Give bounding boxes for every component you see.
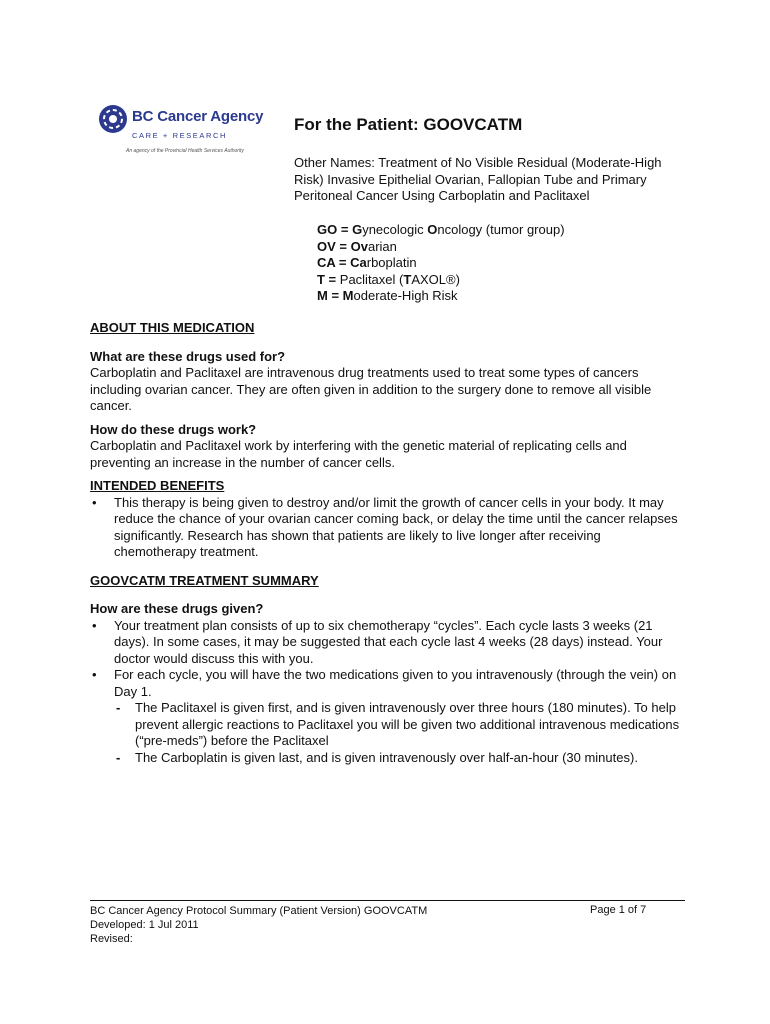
acronym-row: T = Paclitaxel (TAXOL®) <box>317 271 460 287</box>
acronym-row: OV = Ovarian <box>317 238 397 254</box>
list-item-text: • For each cycle, you will have the two medications given to you intravenously (through the vein) on Day 1. <box>114 667 677 699</box>
question-how-given: How are these drugs given? <box>90 601 264 616</box>
list-item: • Your treatment plan consists of up to six chemotherapy “cycles”. Each cycle lasts 3 weeks (21 days). In some cases, it may be suggested that each cycle last 4 weeks (28 days) instead. Your doctor would discuss this with you. <box>90 618 685 668</box>
footer-info <box>90 904 427 946</box>
footer-revised: Revised: <box>90 933 133 945</box>
acronym-row: CA = Carboplatin <box>317 255 417 270</box>
document-body <box>90 320 685 766</box>
question-how-work: How do these drugs work? <box>90 421 257 437</box>
list-item: • This therapy is being given to destroy and/or limit the growth of cancer cells in your body. It may reduce the chance of your ovarian cancer coming back, or delay the time until the cancer relapses significantly. Research has shown that patients are likely to live longer after receiving chemotherapy treatment. <box>90 495 685 561</box>
logo-subtitle: CARE + RESEARCH <box>132 131 228 140</box>
sub-list <box>114 700 685 766</box>
section-heading-summary: GOOVCATM TREATMENT SUMMARY <box>90 572 319 588</box>
section-heading-about: ABOUT THIS MEDICATION <box>90 320 255 335</box>
answer-how-work: Carboplatin and Paclitaxel work by interfering with the genetic material of replicating cells and preventing an increase in the number of cancer cells. <box>90 438 627 470</box>
list-item <box>90 667 685 766</box>
footer-developed: Developed: 1 Jul 2011 <box>90 919 199 931</box>
page-number: Page 1 of 7 <box>590 904 647 916</box>
cancer-agency-emblem-icon <box>98 104 128 134</box>
logo-name: BC Cancer Agency <box>132 108 264 125</box>
agency-logo <box>92 98 270 162</box>
benefits-list <box>90 495 685 561</box>
other-names: Other Names: Treatment of No Visible Residual (Moderate-High Risk) Invasive Epithelial Ovarian, Fallopian Tube and Primary Peritoneal Cancer Using Carboplatin and Paclitaxel <box>294 155 662 203</box>
acronym-row: M = Moderate-High Risk <box>317 288 458 303</box>
footer-protocol: BC Cancer Agency Protocol Summary (Patient Version) GOOVCATM <box>90 905 428 917</box>
acronym-row: GO = Gynecologic Oncology (tumor group) <box>317 222 565 237</box>
section-heading-benefits: INTENDED BENEFITS <box>90 478 225 493</box>
acronym-list <box>317 222 565 305</box>
answer-used-for: Carboplatin and Paclitaxel are intravenous drug treatments used to treat some types of cancers including ovarian cancer. They are often given in addition to the surgery done to remove all visible cancer. <box>90 365 652 413</box>
question-used-for: What are these drugs used for? <box>90 348 286 364</box>
logo-tagline: An agency of the Provincial Health Services Authority <box>126 148 244 154</box>
sub-list-item: - The Paclitaxel is given first, and is given intravenously over three hours (180 minutes). To help prevent allergic reactions to Paclitaxel you will be given two additional intravenous medications (“pre-meds”) before the Paclitaxel <box>114 700 685 750</box>
sub-list-item: - The Carboplatin is given last, and is given intravenously over half-an-hour (30 minutes). <box>114 750 685 767</box>
footer-divider <box>90 900 685 901</box>
page-title: For the Patient: GOOVCATM <box>294 115 523 134</box>
summary-list <box>90 618 685 767</box>
